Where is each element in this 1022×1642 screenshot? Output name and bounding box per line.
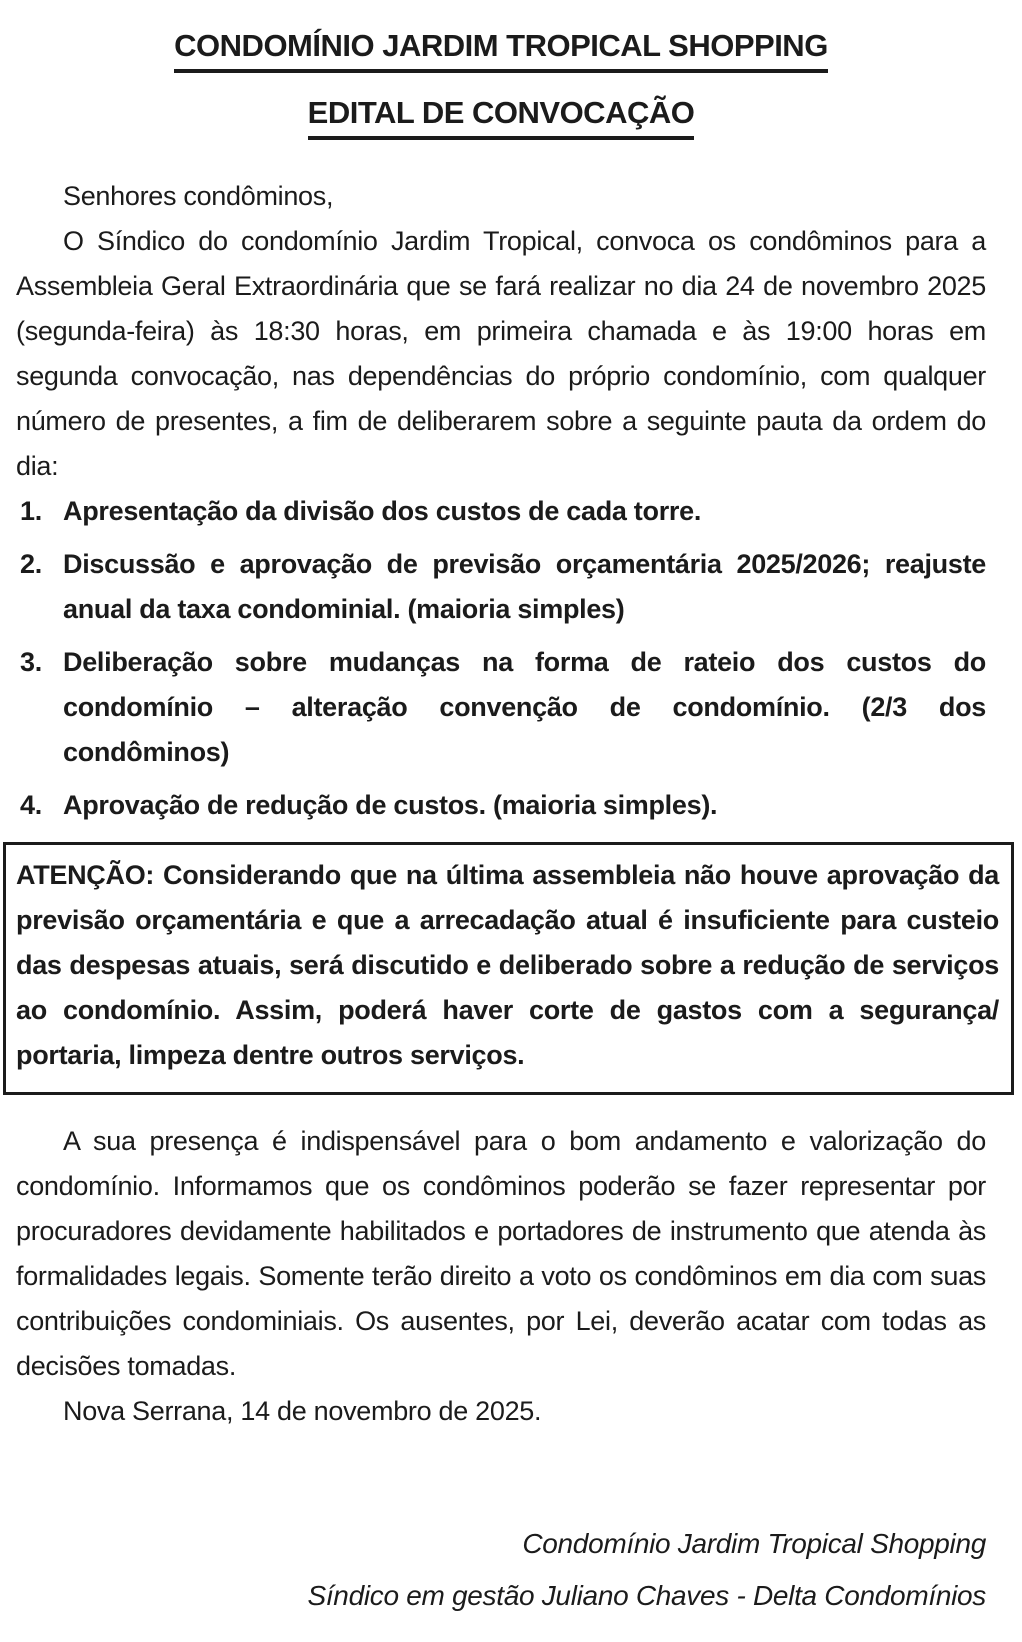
agenda-item-4-number: 4. xyxy=(20,790,42,820)
agenda-item-2-number: 2. xyxy=(20,549,42,579)
agenda-item-1 xyxy=(16,489,986,534)
agenda-item-4-text: Aprovação de redução de custos. (maioria simples). xyxy=(63,790,718,820)
signature-line-2: Síndico em gestão Juliano Chaves - Delta Condomínios xyxy=(307,1580,986,1611)
agenda-item-2 xyxy=(16,542,986,632)
agenda-item-3 xyxy=(16,640,986,775)
document-title-line-2 xyxy=(16,93,986,140)
intro-paragraph: O Síndico do condomínio Jardim Tropical, convoca os condôminos para a Assembleia Geral Extraordinária que se fará realizar no dia 24 de novembro 2025 (segunda-feira) às 18:30 horas, em primeira chamada e às 19:00 horas em segunda convocação, nas dependências do próprio condomínio, com qualquer número de presentes, a fim de deliberarem sobre a seguinte pauta da ordem do dia: xyxy=(16,226,986,481)
agenda-item-2-text: Discussão e aprovação de previsão orçamentária 2025/2026; reajuste anual da taxa condominial. (maioria simples) xyxy=(63,549,986,624)
agenda-list xyxy=(16,489,986,828)
attention-notice-box: ATENÇÃO: Considerando que na última assembleia não houve aprovação da previsão orçamentária e que a arrecadação atual é insuficiente para custeio das despesas atuais, será discutido e deliberado sobre a redução de serviços ao condomínio. Assim, poderá haver corte de gastos com a segurança/ portaria, limpeza dentre outros serviços. xyxy=(3,842,1014,1095)
signature-line-1: Condomínio Jardim Tropical Shopping xyxy=(522,1528,986,1559)
agenda-item-4 xyxy=(16,783,986,828)
agenda-item-1-number: 1. xyxy=(20,496,42,526)
date-line: Nova Serrana, 14 de novembro de 2025. xyxy=(63,1396,542,1426)
agenda-item-3-number: 3. xyxy=(20,647,42,677)
agenda-item-1-text: Apresentação da divisão dos custos de cada torre. xyxy=(63,496,702,526)
signature-block xyxy=(16,1518,986,1622)
salutation: Senhores condôminos, xyxy=(63,181,334,211)
agenda-item-3-text: Deliberação sobre mudanças na forma de rateio dos custos do condomínio – alteração convenção de condomínio. (2/3 dos condôminos) xyxy=(63,647,986,767)
closing-paragraph: A sua presença é indispensável para o bom andamento e valorização do condomínio. Informamos que os condôminos poderão se fazer representar por procuradores devidamente habilitados e portadores de instrumento que atenda às formalidades legais. Somente terão direito a voto os condôminos em dia com suas contribuições condominiais. Os ausentes, por Lei, deverão acatar com todas as decisões tomadas. xyxy=(16,1126,986,1381)
document-title-line-1-text: CONDOMÍNIO JARDIM TROPICAL SHOPPING xyxy=(174,26,828,73)
document-title-line-1 xyxy=(16,26,986,73)
document-title-line-2-text: EDITAL DE CONVOCAÇÃO xyxy=(308,93,695,140)
